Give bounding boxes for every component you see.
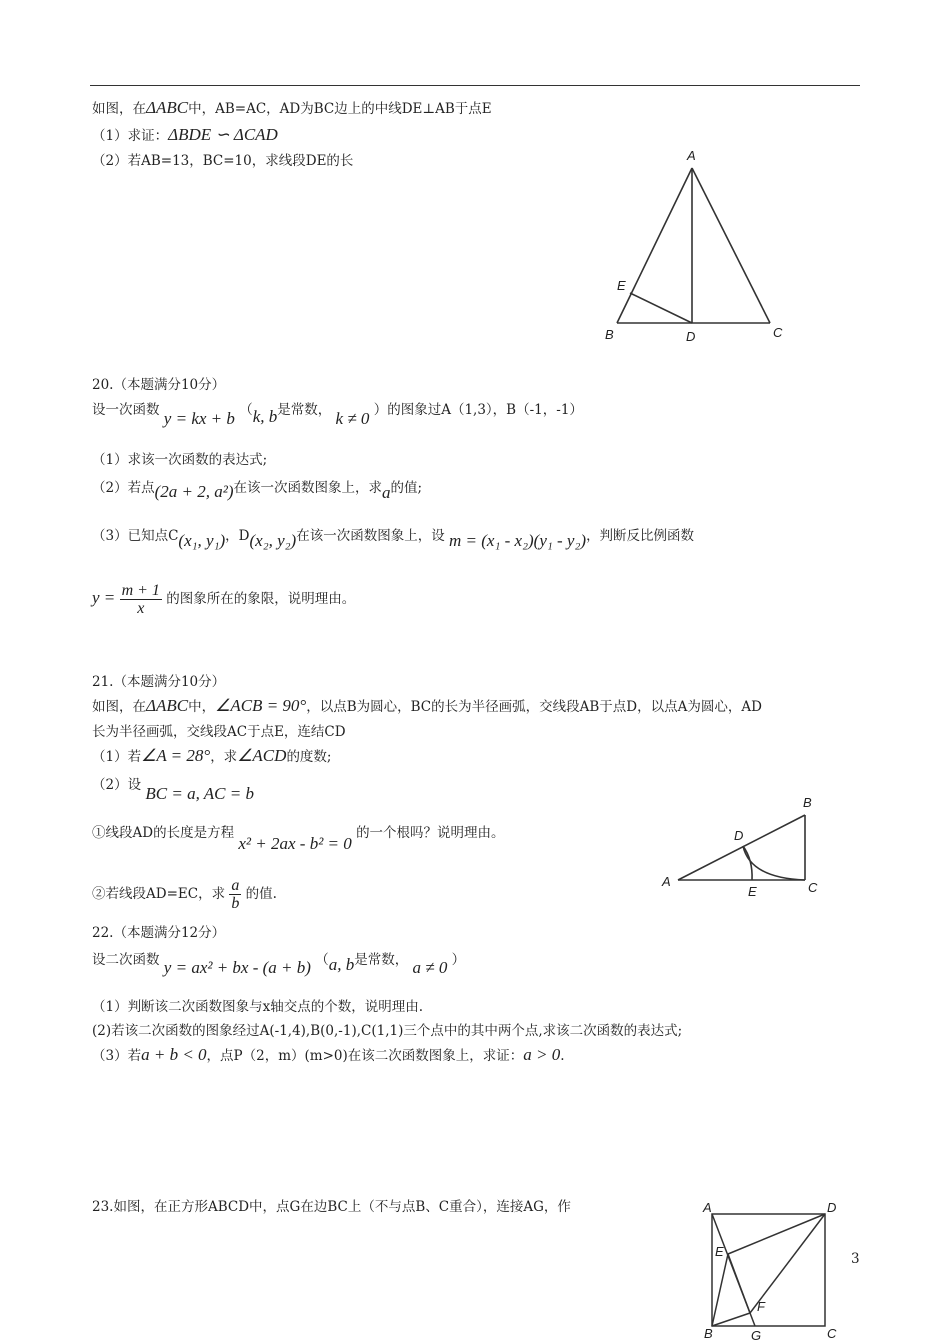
q20-part2: （2）若点(2a + 2, a²)在该一次函数图象上，求a的值; <box>92 480 423 502</box>
q20-header: 20.（本题满分10分） <box>92 377 226 393</box>
q19-figure <box>595 145 795 350</box>
q21-label-c: C <box>808 880 818 895</box>
q20-part3: （3）已知点C(x₁, y₁)，D(x₂, y₂)在该一次函数图象上，设 m = (x₁ - x₂)(y₁ - y₂)，判断反比例函数 <box>92 528 695 550</box>
q21-part1: （1）若∠A = 28°，求∠ACD的度数; <box>92 746 332 765</box>
q23-label-d: D <box>827 1200 837 1215</box>
q21-line2: 长为半径画弧，交线段AC于点E，连结CD <box>92 724 346 740</box>
q23-label-a: A <box>703 1200 712 1215</box>
q23-figure <box>700 1198 840 1344</box>
q21-label-a: A <box>662 874 671 889</box>
q22-intro: 设二次函数 y = ax² + bx - (a + b) （a, b是常数， a ≠ 0 ） <box>92 952 466 977</box>
q19-label-a: A <box>687 148 696 163</box>
q22-part3: （3）若a + b < 0，点P（2，m）(m>0)在该二次函数图象上，求证：a > 0. <box>92 1045 565 1064</box>
q21-header: 21.（本题满分10分） <box>92 674 226 690</box>
q21-label-b: B <box>803 795 812 810</box>
header-rule <box>90 85 860 86</box>
q21-item2: ②若线段AD=EC，求 $\frac{a}{b}$ 的值. <box>92 877 277 912</box>
q20-intro: 设一次函数 y = kx + b （k, b是常数， k ≠ 0 ）的图象过A（1,3），B（-1，-1） <box>92 402 583 428</box>
q21-part2: （2）设 BC = a, AC = b <box>92 777 254 803</box>
q21-item1: ①线段AD的长度是方程 x² + 2ax - b² = 0 的一个根吗？说明理由。 <box>92 825 505 853</box>
q19-part2: （2）若AB=13，BC=10，求线段DE的长 <box>92 153 354 169</box>
q19-label-c: C <box>773 325 783 340</box>
q21-label-d: D <box>734 828 744 843</box>
q23-label-e: E <box>715 1244 724 1259</box>
q23-label-f: F <box>757 1299 765 1314</box>
q19-label-e: E <box>617 278 626 293</box>
q22-header: 22.（本题满分12分） <box>92 925 226 941</box>
q21-label-e: E <box>748 884 757 899</box>
q23-text: 23.如图，在正方形ABCD中，点G在边BC上（不与点B、C重合），连接AG，作 <box>92 1199 571 1215</box>
q21-line1: 如图，在ΔABC中，∠ACB = 90°，以点B为圆心，BC的长为半径画弧，交线段AB于点D，以点A为圆心，AD <box>92 696 762 715</box>
q19-line1: 如图，在ΔABC中，AB=AC，AD为BC边上的中线DE⊥AB于点E <box>92 98 492 117</box>
q23-label-c: C <box>827 1326 837 1341</box>
q23-label-g: G <box>751 1328 762 1343</box>
q22-part2: (2)若该二次函数的图象经过A(-1,4),B(0,-1),C(1,1)三个点中的其中两个点,求该二次函数的表达式; <box>92 1023 683 1039</box>
q21-figure <box>650 790 840 905</box>
q20-inverse: y = $\frac{m + 1}{x}$ 的图象所在的象限，说明理由。 <box>92 582 356 617</box>
q19-label-d: D <box>686 329 696 344</box>
q19-part1: （1）求证：ΔBDE ∽ ΔCAD <box>92 125 278 144</box>
q22-part1: （1）判断该二次函数图象与x轴交点的个数，说明理由. <box>92 999 423 1015</box>
q23-label-b: B <box>704 1326 713 1341</box>
q19-label-b: B <box>605 327 614 342</box>
q20-part1: （1）求该一次函数的表达式; <box>92 452 268 468</box>
page-number: 3 <box>851 1251 860 1267</box>
